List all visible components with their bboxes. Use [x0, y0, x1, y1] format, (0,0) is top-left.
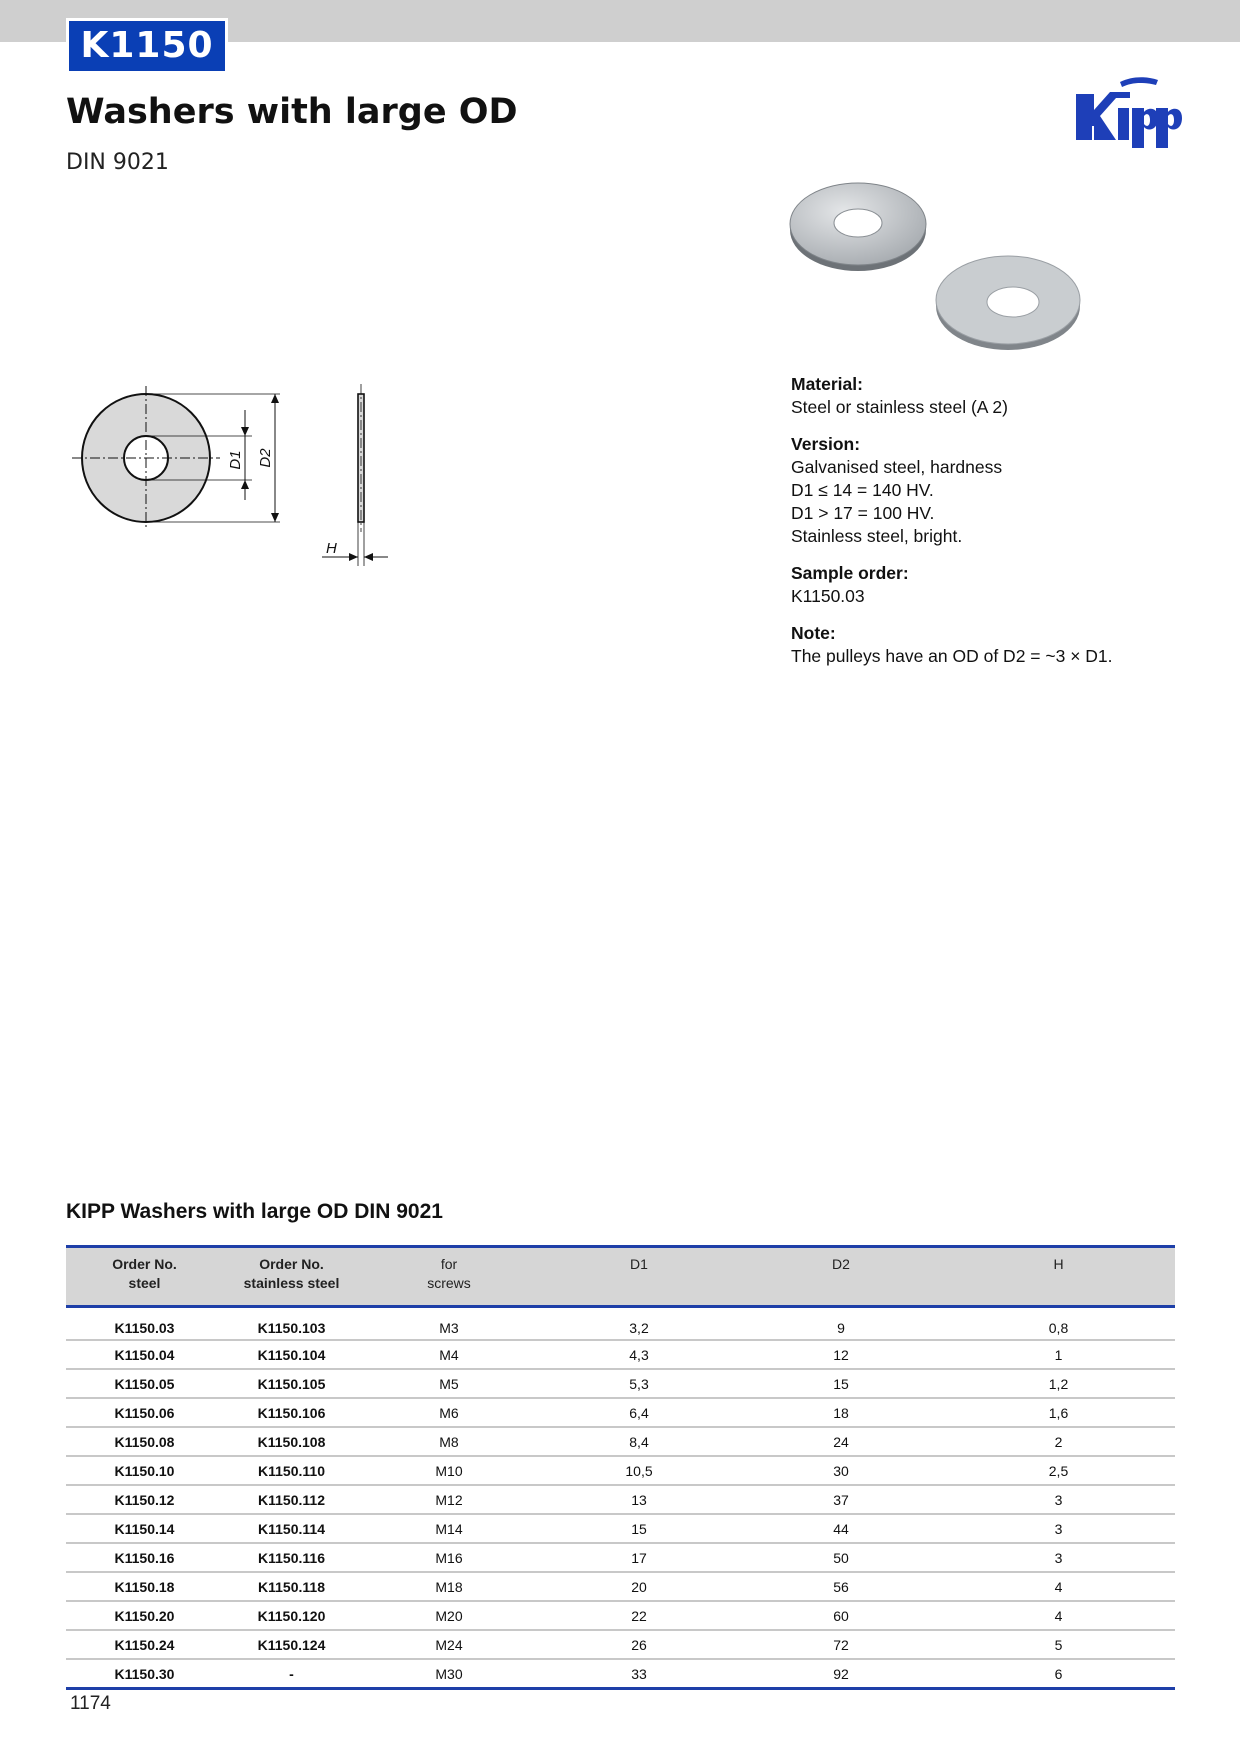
cell-d1: 26 — [538, 1630, 740, 1659]
cell-h: 4 — [942, 1601, 1175, 1630]
cell-order-steel: K1150.24 — [66, 1630, 223, 1659]
cell-screw: M10 — [360, 1456, 538, 1485]
cell-d2: 72 — [740, 1630, 942, 1659]
drawing-label-d1: D1 — [227, 450, 244, 470]
cell-d1: 17 — [538, 1543, 740, 1572]
cell-screw: M16 — [360, 1543, 538, 1572]
page-subtitle: DIN 9021 — [66, 150, 169, 175]
cell-order-stainless: K1150.120 — [223, 1601, 360, 1630]
cell-order-steel: K1150.05 — [66, 1369, 223, 1398]
cell-screw: M20 — [360, 1601, 538, 1630]
cell-order-stainless: K1150.118 — [223, 1572, 360, 1601]
cell-screw: M30 — [360, 1659, 538, 1689]
cell-d1: 5,3 — [538, 1369, 740, 1398]
cell-order-stainless: - — [223, 1659, 360, 1689]
table-header — [66, 1247, 1175, 1307]
cell-order-steel: K1150.30 — [66, 1659, 223, 1689]
cell-h: 1,6 — [942, 1398, 1175, 1427]
table-row — [66, 1307, 1175, 1341]
table-row — [66, 1398, 1175, 1427]
info-line: K1150.03 — [791, 586, 865, 606]
table-row — [66, 1630, 1175, 1659]
col-header-order-steel: Order No. steel — [66, 1247, 223, 1307]
table-body — [66, 1307, 1175, 1689]
info-note — [791, 622, 1211, 668]
cell-screw: M3 — [360, 1307, 538, 1341]
product-code-badge: K1150 — [66, 18, 228, 74]
cell-order-stainless: K1150.103 — [223, 1307, 360, 1341]
col-header-screws: for screws — [360, 1247, 538, 1307]
cell-screw: M18 — [360, 1572, 538, 1601]
cell-order-steel: K1150.12 — [66, 1485, 223, 1514]
cell-order-stainless: K1150.108 — [223, 1427, 360, 1456]
cell-order-steel: K1150.06 — [66, 1398, 223, 1427]
cell-d1: 3,2 — [538, 1307, 740, 1341]
info-line: Stainless steel, bright. — [791, 526, 963, 546]
cell-h: 2 — [942, 1427, 1175, 1456]
info-line: D1 > 17 = 100 HV. — [791, 503, 935, 523]
cell-d1: 15 — [538, 1514, 740, 1543]
cell-screw: M5 — [360, 1369, 538, 1398]
table-row — [66, 1427, 1175, 1456]
table-row — [66, 1572, 1175, 1601]
table-row — [66, 1543, 1175, 1572]
cell-d1: 8,4 — [538, 1427, 740, 1456]
info-line: The pulleys have an OD of D2 = ~3 × D1. — [791, 646, 1113, 666]
cell-d2: 24 — [740, 1427, 942, 1456]
cell-order-stainless: K1150.104 — [223, 1340, 360, 1369]
technical-drawing — [70, 380, 400, 580]
cell-order-stainless: K1150.105 — [223, 1369, 360, 1398]
info-label: Note: — [791, 623, 836, 643]
cell-d2: 92 — [740, 1659, 942, 1689]
cell-order-steel: K1150.20 — [66, 1601, 223, 1630]
cell-h: 6 — [942, 1659, 1175, 1689]
cell-screw: M4 — [360, 1340, 538, 1369]
cell-d2: 9 — [740, 1307, 942, 1341]
cell-d2: 37 — [740, 1485, 942, 1514]
cell-order-steel: K1150.10 — [66, 1456, 223, 1485]
info-label: Material: — [791, 374, 863, 394]
cell-d1: 6,4 — [538, 1398, 740, 1427]
product-info — [791, 373, 1211, 682]
cell-h: 0,8 — [942, 1307, 1175, 1341]
cell-h: 3 — [942, 1514, 1175, 1543]
cell-order-stainless: K1150.114 — [223, 1514, 360, 1543]
cell-d1: 13 — [538, 1485, 740, 1514]
cell-order-steel: K1150.08 — [66, 1427, 223, 1456]
page-number: 1174 — [70, 1693, 111, 1714]
col-header-d2: D2 — [740, 1247, 942, 1307]
cell-d2: 56 — [740, 1572, 942, 1601]
col-header-order-stainless: Order No. stainless steel — [223, 1247, 360, 1307]
cell-d1: 20 — [538, 1572, 740, 1601]
cell-order-stainless: K1150.106 — [223, 1398, 360, 1427]
washer-image-2 — [936, 256, 1080, 350]
cell-d1: 10,5 — [538, 1456, 740, 1485]
col-header-d1: D1 — [538, 1247, 740, 1307]
info-version — [791, 433, 1211, 548]
cell-h: 5 — [942, 1630, 1175, 1659]
table-row — [66, 1659, 1175, 1689]
info-sample-order — [791, 562, 1211, 608]
cell-screw: M24 — [360, 1630, 538, 1659]
product-photo — [780, 170, 1100, 360]
drawing-label-d2: D2 — [257, 448, 274, 468]
cell-h: 4 — [942, 1572, 1175, 1601]
cell-d1: 33 — [538, 1659, 740, 1689]
drawing-label-h: H — [326, 540, 337, 557]
info-label: Sample order: — [791, 563, 909, 583]
table-title: KIPP Washers with large OD DIN 9021 — [66, 1200, 443, 1223]
cell-d2: 15 — [740, 1369, 942, 1398]
cell-d2: 18 — [740, 1398, 942, 1427]
cell-h: 3 — [942, 1485, 1175, 1514]
cell-screw: M8 — [360, 1427, 538, 1456]
page-title: Washers with large OD — [66, 92, 518, 132]
cell-d2: 50 — [740, 1543, 942, 1572]
table-row — [66, 1601, 1175, 1630]
spec-table — [66, 1245, 1175, 1690]
info-line: Steel or stainless steel (A 2) — [791, 397, 1008, 417]
cell-order-steel: K1150.03 — [66, 1307, 223, 1341]
cell-screw: M12 — [360, 1485, 538, 1514]
cell-h: 1 — [942, 1340, 1175, 1369]
cell-order-steel: K1150.18 — [66, 1572, 223, 1601]
info-line: Galvanised steel, hardness — [791, 457, 1003, 477]
cell-d2: 60 — [740, 1601, 942, 1630]
washer-image-1 — [790, 183, 926, 271]
info-material — [791, 373, 1211, 419]
table-row — [66, 1456, 1175, 1485]
cell-d1: 22 — [538, 1601, 740, 1630]
kipp-logo — [1072, 74, 1186, 160]
info-label: Version: — [791, 434, 861, 454]
cell-d1: 4,3 — [538, 1340, 740, 1369]
cell-order-stainless: K1150.116 — [223, 1543, 360, 1572]
cell-screw: M6 — [360, 1398, 538, 1427]
table-row — [66, 1340, 1175, 1369]
col-header-h: H — [942, 1247, 1175, 1307]
cell-screw: M14 — [360, 1514, 538, 1543]
table-row — [66, 1514, 1175, 1543]
table-row — [66, 1485, 1175, 1514]
cell-order-steel: K1150.14 — [66, 1514, 223, 1543]
info-line: D1 ≤ 14 = 140 HV. — [791, 480, 934, 500]
cell-order-stainless: K1150.124 — [223, 1630, 360, 1659]
cell-d2: 30 — [740, 1456, 942, 1485]
cell-d2: 12 — [740, 1340, 942, 1369]
table-row — [66, 1369, 1175, 1398]
cell-order-steel: K1150.16 — [66, 1543, 223, 1572]
cell-d2: 44 — [740, 1514, 942, 1543]
cell-order-stainless: K1150.110 — [223, 1456, 360, 1485]
cell-order-stainless: K1150.112 — [223, 1485, 360, 1514]
cell-h: 3 — [942, 1543, 1175, 1572]
cell-h: 2,5 — [942, 1456, 1175, 1485]
cell-h: 1,2 — [942, 1369, 1175, 1398]
cell-order-steel: K1150.04 — [66, 1340, 223, 1369]
